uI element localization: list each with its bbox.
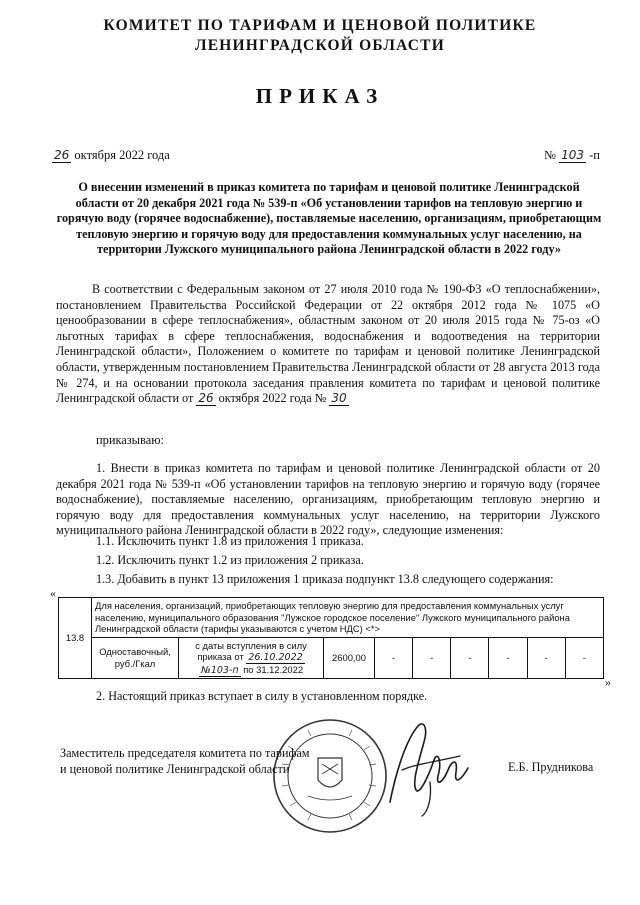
tariff-type-cell: Одноставочный, руб./Гкал bbox=[92, 637, 179, 679]
protocol-number-handwritten: 30 bbox=[331, 391, 347, 406]
empty-value-cell: - bbox=[451, 637, 489, 679]
row-number-cell: 13.8 bbox=[59, 598, 92, 679]
tariff-value-cell: 2600,00 bbox=[324, 637, 375, 679]
empty-value-cell: - bbox=[489, 637, 527, 679]
document-type-title: ПРИКАЗ bbox=[255, 84, 385, 108]
tariff-table bbox=[58, 597, 604, 679]
protocol-day-handwritten: 26 bbox=[198, 391, 214, 406]
row-description-cell: Для населения, организаций, приобретающих тепловую энергию для предоставления коммунальных услуг населению, муниципального образования "Лужское городское поселение" Лужского муниципального района Ленинградской области (тарифы указываются с учетом НДС) <*> bbox=[92, 598, 604, 638]
period-date-handwritten: 26.10.2022 bbox=[248, 652, 303, 663]
organization-name bbox=[0, 16, 640, 56]
quote-open-mark: « bbox=[50, 586, 56, 600]
period-line-3 bbox=[182, 664, 320, 677]
period-line-1: с даты вступления в силу bbox=[195, 639, 307, 651]
order-word: приказываю: bbox=[96, 433, 164, 447]
period-suffix: по 31.12.2022 bbox=[240, 663, 304, 675]
number-prefix: № bbox=[544, 148, 560, 162]
signatory-position bbox=[60, 745, 310, 777]
period-line-2 bbox=[182, 651, 320, 664]
empty-value-cell: - bbox=[413, 637, 451, 679]
quote-close-mark: » bbox=[605, 675, 611, 689]
clause-1-1: 1.1. Исключить пункт 1.8 из приложения 1 приказа. bbox=[96, 534, 364, 548]
empty-value-cell: - bbox=[565, 637, 603, 679]
table-row bbox=[59, 598, 604, 638]
org-line-2: ЛЕНИНГРАДСКОЙ ОБЛАСТИ bbox=[195, 37, 445, 54]
handwritten-signature-icon bbox=[372, 712, 480, 820]
signatory-name: Е.Б. Прудникова bbox=[508, 760, 594, 774]
table-row bbox=[59, 637, 604, 679]
period-number-handwritten: №103-п bbox=[200, 664, 239, 676]
document-date bbox=[52, 148, 170, 163]
preamble-mid: октября 2022 года № bbox=[215, 391, 330, 406]
preamble-text: В соответствии с Федеральным законом от 27 июля 2010 года № 190-ФЗ «О теплоснабжении», постановлением Правительства Российской Федерации от 22 октября 2012 года № 1075 «О ценообразовании в сфере теплоснабжения», областным законом от 20 июля 2015 года № 75-оз «О льготных тарифах в сфере теплоснабжения, водоснабжения и водоотведения на территории Ленинградской области», Положением о комитете по тарифам и ценовой политике Ленинградской области, утвержденным постановлением Правительства Ленинградской области от 28 августа 2013 года № 274, и на основании протокола заседания правления комитета по тарифам и ценовой политике Ленинградской области от bbox=[56, 282, 600, 406]
preamble-paragraph bbox=[56, 282, 600, 407]
period-prefix: приказа от bbox=[197, 651, 247, 662]
document-subject: О внесении изменений в приказ комитета по тарифам и ценовой политике Ленинградской области от 20 декабря 2021 года № 539-п «Об установлении тарифов на тепловую энергию и горячую воду (горячее водоснабжение), поставляемые населению, организациям, приобретающим тепловую энергию и горячую воду для предоставления коммунальных услуг населению, на территории Лужского муниципального района Ленинградской области в 2022 году» bbox=[56, 180, 602, 257]
clause-1-2: 1.2. Исключить пункт 1.2 из приложения 2 приказа. bbox=[96, 553, 364, 567]
number-handwritten: 103 bbox=[561, 148, 585, 162]
date-rest: октября 2022 года bbox=[71, 148, 170, 162]
empty-value-cell: - bbox=[375, 637, 413, 679]
clause-1-paragraph: 1. Внести в приказ комитета по тарифам и ценовой политике Ленинградской области от 20 декабря 2021 года № 539-п «Об установлении тарифов на тепловую энергию и горячую воду (горячее водоснабжение), поставляемые населению, организациям, приобретающим тепловую энергию и горячую воду для предоставления коммунальных услуг населению, на территории Лужского муниципального района Ленинградской области в 2022 году», следующие изменения: bbox=[56, 461, 600, 538]
position-line-1: Заместитель председателя комитета по тарифам bbox=[60, 746, 310, 760]
clause-2: 2. Настоящий приказ вступает в силу в установленном порядке. bbox=[96, 689, 428, 703]
position-line-2: и ценовой политике Ленинградской области bbox=[60, 762, 290, 776]
clause-1-3: 1.3. Добавить в пункт 13 приложения 1 приказа подпункт 13.8 следующего содержания: bbox=[96, 572, 554, 586]
number-suffix: -п bbox=[586, 148, 600, 162]
org-line-1: КОМИТЕТ ПО ТАРИФАМ И ЦЕНОВОЙ ПОЛИТИКЕ bbox=[103, 17, 537, 34]
document-number bbox=[544, 148, 600, 163]
date-day-handwritten: 26 bbox=[54, 148, 70, 162]
empty-value-cell: - bbox=[527, 637, 565, 679]
tariff-period-cell bbox=[179, 637, 324, 679]
